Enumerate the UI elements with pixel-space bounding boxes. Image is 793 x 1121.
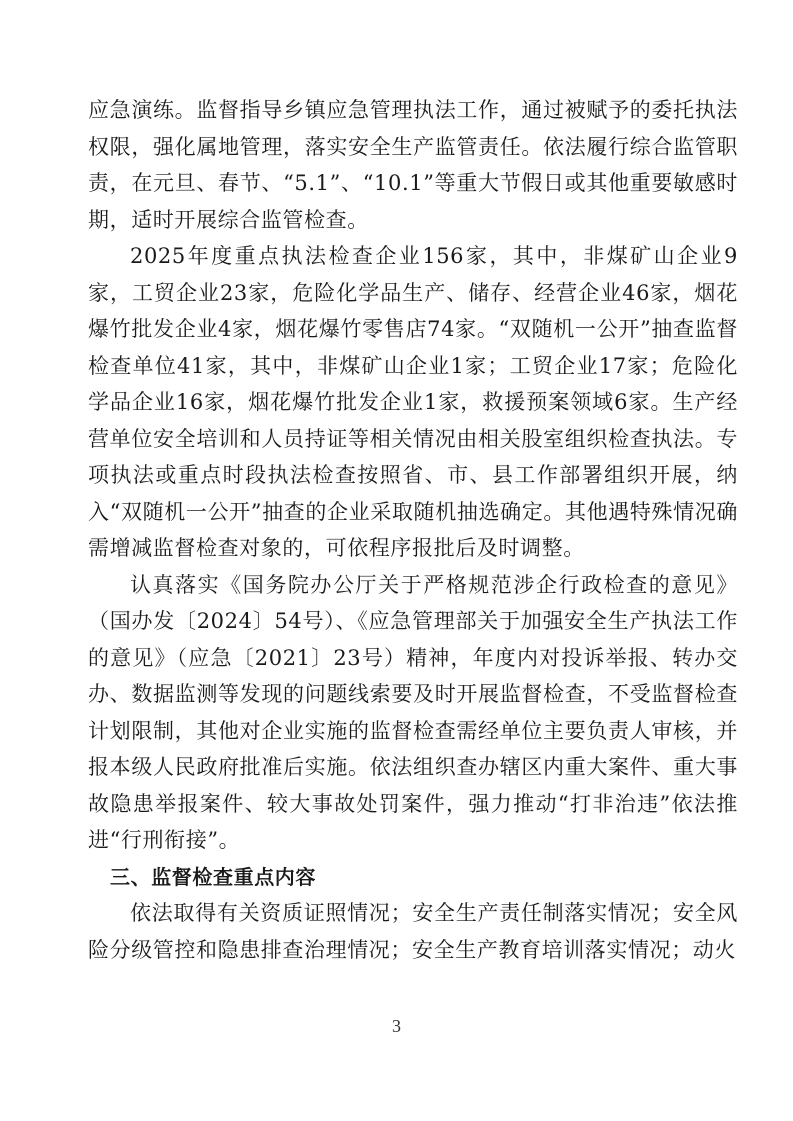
section-heading-key-inspection-content: 三、监督检查重点内容 (110, 864, 316, 889)
paragraph-inspection-items: 依法取得有关资质证照情况；安全生产责任制落实情况；安全风险分级管控和隐患排查治理情况；安全生产教育培训落实情况；动火 (88, 901, 738, 962)
page-number: 3 (392, 1016, 401, 1036)
paragraph-emergency-drill: 应急演练。监督指导乡镇应急管理执法工作，通过被赋予的委托执法权限，强化属地管理，落实安全生产监管责任。依法履行综合监管职责，在元旦、春节、“5.1”、“10.1”等重大节假日或其他重要敏感时期，适时开展综合监管检查。 (88, 98, 738, 232)
paragraph-implementation-opinions: 认真落实《国务院办公厅关于严格规范涉企行政检查的意见》（国办发〔2024〕54号）、《应急管理部关于加强安全生产执法工作的意见》（应急〔2021〕23号）精神，年度内对投诉举报、转办交办、数据监测等发现的问题线索要及时开展监督检查，不受监督检查计划限制，其他对企业实施的监督检查需经单位主要负责人审核，并报本级人民政府批准后实施。依法组织查办辖区内重大案件、重大事故隐患举报案件、较大事故处罚案件，强力推动“打非治违”依法推进“行刑衔接”。 (88, 572, 738, 852)
document-body (88, 92, 738, 968)
paragraph-key-enforcement-2025: 2025年度重点执法检查企业156家，其中，非煤矿山企业9家，工贸企业23家，危险化学品生产、储存、经营企业46家，烟花爆竹批发企业4家，烟花爆竹零售店74家。“双随机一公开”抽查监督检查单位41家，其中，非煤矿山企业1家；工贸企业17家；危险化学品企业16家，烟花爆竹批发企业1家，救援预案领域6家。生产经营单位安全培训和人员持证等相关情况由相关股室组织检查执法。专项执法或重点时段执法检查按照省、市、县工作部署组织开展，纳入“双随机一公开”抽查的企业采取随机抽选确定。其他遇特殊情况确需增减监督检查对象的，可依程序报批后及时调整。 (88, 244, 738, 560)
